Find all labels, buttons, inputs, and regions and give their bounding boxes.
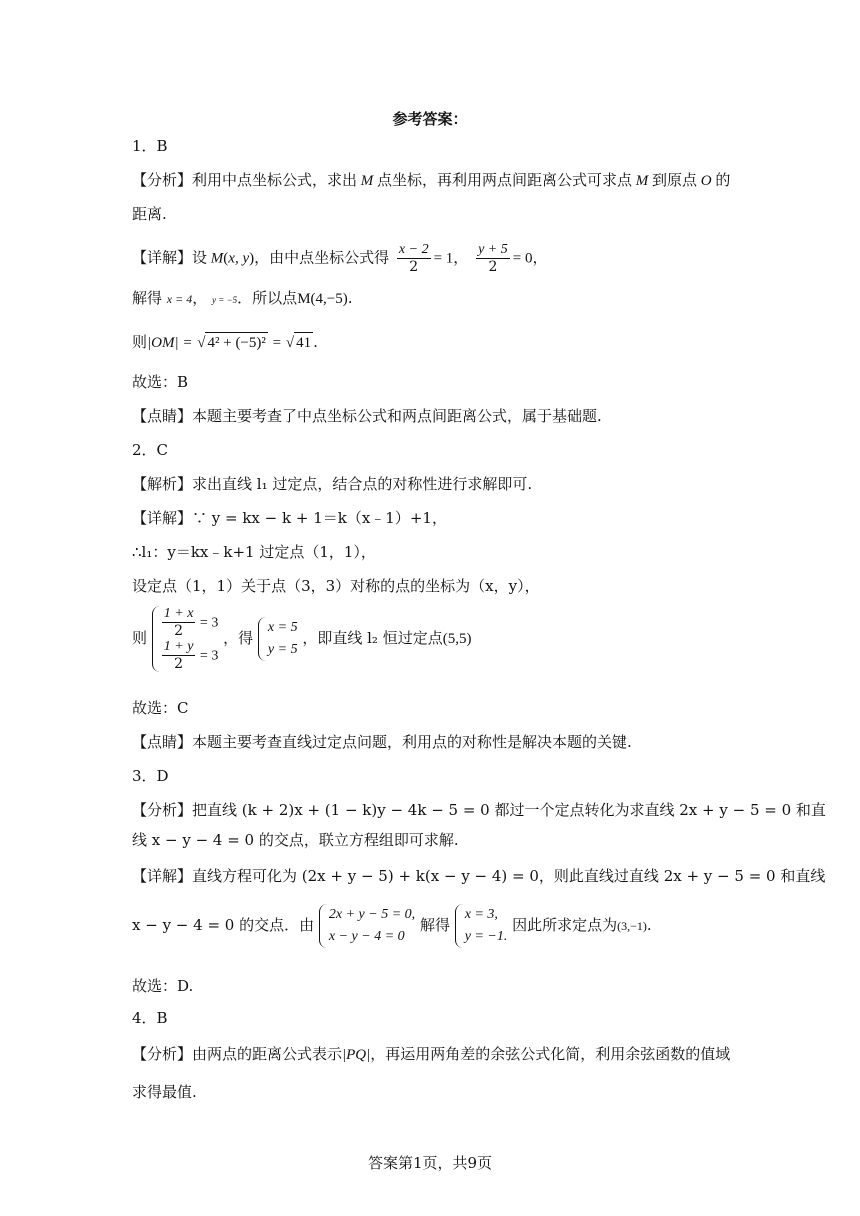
q1-solve: 解得 x = 4， y = −5．所以点M(4,−5). <box>132 289 353 307</box>
period: . <box>347 289 353 307</box>
q3-analysis-2: 线 x − y − 4 = 0 的交点，联立方程组即可求解. <box>132 831 459 849</box>
q1-choice: 故选：B <box>132 373 189 391</box>
q3-heading: 3．D <box>132 767 169 785</box>
q2-detail-2: ∴l₁：y＝kx﹣k+1 过定点（1，1）， <box>132 543 376 561</box>
solve-x: x = 4 <box>166 292 193 306</box>
q2-analysis: 【解析】求出直线 l₁ 过定点，结合点的对称性进行求解即可. <box>132 475 533 493</box>
q4-analysis-1 <box>132 1044 730 1065</box>
q1-solve-text: ．所以点 <box>237 289 298 307</box>
equals: = <box>272 335 282 351</box>
sqrt-body-2: 41 <box>294 332 313 353</box>
q1-om-label: 则 <box>132 333 148 351</box>
var-O: O <box>697 173 716 189</box>
fraction-y: $\frac{y + 5}{2}$ <box>478 242 508 275</box>
period: . <box>646 916 652 934</box>
sqrt-sign: √ <box>197 335 206 351</box>
period: . <box>313 333 318 351</box>
q1-om <box>132 332 318 353</box>
om-expr: |OM| = <box>147 335 193 351</box>
var-M: M <box>632 173 653 189</box>
fraction-x: $\frac{x - 2}{2}$ <box>398 242 429 275</box>
equation-system-3: 2x + y − 5 = 0, x − y − 4 = 0 <box>319 904 415 948</box>
sqrt-body-1: 4² + (−5)² <box>205 332 267 353</box>
q1-solve-label: 解得 <box>132 289 163 307</box>
q1-analysis-part: 到原点 <box>652 171 698 189</box>
q3-detail-text: x − y − 4 = 0 的交点．由 <box>132 916 315 934</box>
page-footer: 答案第1页，共9页 <box>367 1154 493 1172</box>
q1-analysis-line2: 距离. <box>132 205 167 223</box>
point-5-5: (5,5) <box>442 631 472 647</box>
point-M-xy: M(x, y) <box>210 250 255 267</box>
q4-analysis-2: 求得最值. <box>132 1083 197 1101</box>
q2-detail-text: ，即直线 l₂ 恒过定点 <box>302 629 443 647</box>
q1-analysis <box>132 170 730 191</box>
eq1-rhs: = 1， <box>433 250 469 267</box>
point-M: M(4,−5) <box>297 291 348 307</box>
q2-detail-3: 设定点（1，1）关于点（3，3）对称的点的坐标为（x，y）， <box>132 577 540 595</box>
q2-detail-4 <box>132 606 471 672</box>
page-title: 参考答案： <box>392 110 468 128</box>
q3-detail-text: 因此所求定点为 <box>512 916 618 934</box>
q2-detail-label: 则 <box>132 629 148 647</box>
equation-system-1: $\frac{1 + x}{2}$ = 3 $\frac{1 + y}{2}$ = 3 <box>152 606 219 672</box>
q4-heading: 4．B <box>132 1009 168 1027</box>
sqrt-sign: √ <box>285 335 295 351</box>
abs-PQ: |PQ| <box>342 1047 371 1063</box>
q1-detail <box>132 242 547 275</box>
q1-analysis-part: 点坐标，再利用两点间距离公式可求点 <box>377 171 633 189</box>
q3-choice: 故选：D. <box>132 977 194 995</box>
q1-detail-text: ，由中点坐标公式得 <box>254 248 390 267</box>
q1-detail-label: 【详解】设 <box>132 248 208 267</box>
q1-analysis-part: 的 <box>715 171 731 189</box>
q3-analysis-1: 【分析】把直线 (k + 2)x + (1 − k)y − 4k − 5 = 0 都过一个定点转化为求直线 2x + y − 5 = 0 和直 <box>132 801 826 819</box>
solve-y: y = −5 <box>212 295 238 305</box>
var-M: M <box>357 173 378 189</box>
q1-comment: 【点睛】本题主要考查了中点坐标公式和两点间距离公式，属于基础题. <box>132 407 602 425</box>
q3-detail-text: 解得 <box>419 916 450 934</box>
q3-detail-2 <box>132 904 652 948</box>
equation-system-4: x = 3, y = −1. <box>455 904 508 948</box>
q2-detail-1: 【详解】∵ y = kx − k + 1＝k（x﹣1）+1， <box>132 509 447 527</box>
q1-heading: 1．B <box>132 137 168 155</box>
q4-analysis-text: ，再运用两角差的余弦公式化简，利用余弦函数的值域 <box>370 1045 731 1063</box>
q1-analysis-part: 【分析】利用中点坐标公式，求出 <box>132 171 358 189</box>
q2-heading: 2．C <box>132 441 169 459</box>
equation-system-2: x = 5 y = 5 <box>258 617 298 661</box>
q2-detail-text: ，得 <box>223 629 254 647</box>
q4-analysis-text: 【分析】由两点的距离公式表示 <box>132 1045 343 1063</box>
eq2-rhs: = 0， <box>512 250 548 267</box>
q2-choice: 故选：C <box>132 699 189 717</box>
q3-detail-1: 【详解】直线方程可化为 (2x + y − 5) + k(x − y − 4) = 0，则此直线过直线 2x + y − 5 = 0 和直线 <box>132 867 826 885</box>
point-3-neg1: (3,−1) <box>617 919 647 933</box>
q2-comment: 【点睛】本题主要考查直线过定点问题，利用点的对称性是解决本题的关键. <box>132 733 632 751</box>
